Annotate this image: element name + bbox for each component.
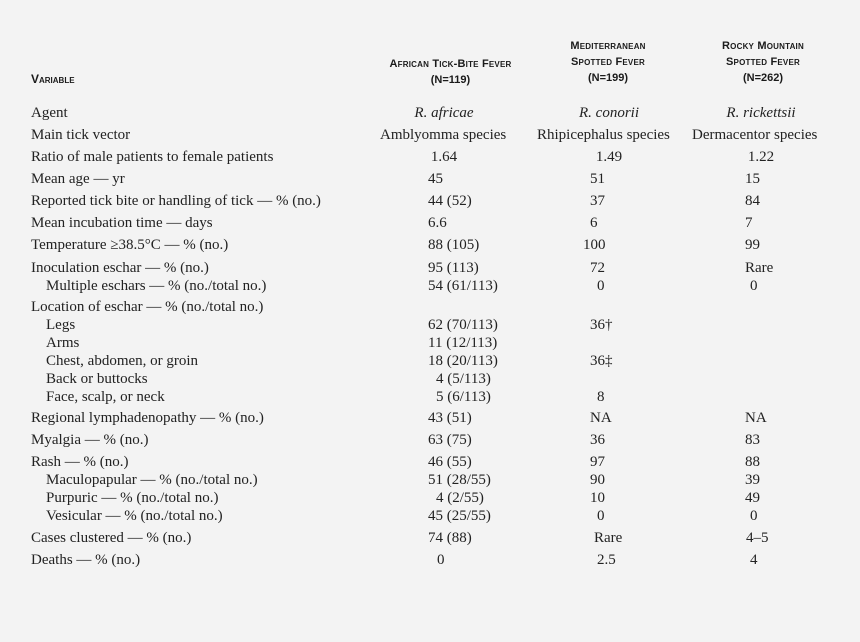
cell-col3: 1.22 xyxy=(747,149,775,165)
cell-col2: 100 xyxy=(583,237,606,253)
cell-col1: 4 (2/55) xyxy=(436,490,484,506)
table-row-cases-clustered xyxy=(0,529,860,547)
cell-col2: 36 xyxy=(590,432,605,448)
table-row-lymphadenopathy xyxy=(0,409,860,427)
row-label: Deaths — % (no.) xyxy=(31,552,141,568)
table-row-sex-ratio xyxy=(0,148,860,166)
cell-col3: 83 xyxy=(745,432,760,448)
cell-col3: R. rickettsii xyxy=(726,105,796,121)
cell-col1: 1.64 xyxy=(430,149,458,165)
cell-col1: 0 xyxy=(437,552,445,568)
row-label: Ratio of male patients to female patients xyxy=(31,149,274,165)
cell-col1: 44 (52) xyxy=(428,193,472,209)
cell-col3: Dermacentor species xyxy=(692,127,818,143)
cell-col2: 8 xyxy=(597,389,605,405)
table-row-legs xyxy=(0,316,860,334)
row-label: Face, scalp, or neck xyxy=(46,389,165,405)
table-row-face-scalp-neck xyxy=(0,388,860,406)
row-label: Chest, abdomen, or groin xyxy=(46,353,199,369)
cell-col3: 0 xyxy=(750,278,758,294)
row-label: Arms xyxy=(46,335,80,351)
cell-col2: Rare xyxy=(594,530,623,546)
header-mediterranean-spotted-fever xyxy=(528,38,688,86)
cell-col3: 15 xyxy=(745,171,760,187)
cell-col1: 18 (20/113) xyxy=(428,353,498,369)
cell-col1: 5 (6/113) xyxy=(436,389,491,405)
table-row-vesicular xyxy=(0,507,860,525)
cell-col2: 90 xyxy=(590,472,605,488)
cell-col3: Rare xyxy=(745,260,774,276)
cell-col1: 46 (55) xyxy=(428,454,472,470)
table-row-tick-bite xyxy=(0,192,860,210)
cell-col3: 0 xyxy=(750,508,758,524)
cell-col1: 45 (25/55) xyxy=(428,508,491,524)
cell-col1: 6.6 xyxy=(428,215,447,231)
cell-col2: 51 xyxy=(590,171,605,187)
header-col3-name-line2: Spotted Fever xyxy=(726,56,800,68)
cell-col3: 7 xyxy=(745,215,753,231)
row-label: Inoculation eschar — % (no.) xyxy=(31,260,209,276)
cell-col1: 45 xyxy=(428,171,443,187)
cell-col2: 36† xyxy=(590,317,613,333)
table-row-chest-abdomen-groin xyxy=(0,352,860,370)
cell-col1: 4 (5/113) xyxy=(436,371,491,387)
table-row-temperature xyxy=(0,236,860,254)
header-col1-name: African Tick-Bite Fever xyxy=(389,58,512,70)
row-label: Back or buttocks xyxy=(46,371,148,387)
row-label: Agent xyxy=(31,105,68,121)
cell-col2: 72 xyxy=(590,260,605,276)
cell-col3: NA xyxy=(745,410,767,426)
cell-col2: Rhipicephalus species xyxy=(537,127,670,143)
cell-col2: 37 xyxy=(590,193,605,209)
cell-col1: 95 (113) xyxy=(428,260,479,276)
row-label: Mean age — yr xyxy=(31,171,125,187)
table-row-inoculation-eschar xyxy=(0,259,860,277)
table-row-multiple-eschars xyxy=(0,277,860,295)
table-row-location-of-eschar xyxy=(0,298,860,316)
header-african-tick-bite-fever xyxy=(368,56,533,88)
cell-col3: 99 xyxy=(745,237,760,253)
row-label: Reported tick bite or handling of tick — % (no.) xyxy=(31,193,321,209)
cell-col2: 10 xyxy=(590,490,605,506)
header-col3-n: (N=262) xyxy=(742,72,784,84)
cell-col2: R. conorii xyxy=(579,105,639,121)
row-label: Purpuric — % (no./total no.) xyxy=(46,490,219,506)
cell-col1: 63 (75) xyxy=(428,432,472,448)
cell-col1: 43 (51) xyxy=(428,410,472,426)
cell-col2: 0 xyxy=(597,508,605,524)
row-label: Myalgia — % (no.) xyxy=(31,432,149,448)
row-label: Rash — % (no.) xyxy=(31,454,129,470)
table-row-mean-age xyxy=(0,170,860,188)
cell-col3: 39 xyxy=(745,472,760,488)
cell-col1: 54 (61/113) xyxy=(428,278,498,294)
row-label: Maculopapular — % (no./total no.) xyxy=(46,472,258,488)
cell-col3: 88 xyxy=(745,454,760,470)
cell-col1: 74 (88) xyxy=(428,530,472,546)
table-row-myalgia xyxy=(0,431,860,449)
cell-col3: 4 xyxy=(750,552,758,568)
row-label: Vesicular — % (no./total no.) xyxy=(46,508,223,524)
row-label: Multiple eschars — % (no./total no.) xyxy=(46,278,267,294)
cell-col2: NA xyxy=(590,410,612,426)
cell-col1: 88 (105) xyxy=(428,237,480,253)
cell-col3: 84 xyxy=(745,193,760,209)
row-label: Legs xyxy=(46,317,76,333)
cell-col1: 62 (70/113) xyxy=(428,317,498,333)
cell-col3: 4–5 xyxy=(746,530,769,546)
table-row-arms xyxy=(0,334,860,352)
header-col3-name-line1: Rocky Mountain xyxy=(722,40,804,52)
header-col2-n: (N=199) xyxy=(587,72,629,84)
cell-col2: 0 xyxy=(597,278,605,294)
table-row-maculopapular xyxy=(0,471,860,489)
table-row-deaths xyxy=(0,551,860,569)
cell-col3: 49 xyxy=(745,490,760,506)
row-label: Mean incubation time — days xyxy=(31,215,213,231)
row-label: Regional lymphadenopathy — % (no.) xyxy=(31,410,264,426)
table-row-agent xyxy=(0,104,860,122)
header-rocky-mountain-spotted-fever xyxy=(690,38,836,86)
header-col1-n: (N=119) xyxy=(430,74,471,86)
row-label: Main tick vector xyxy=(31,127,131,143)
cell-col1: 11 (12/113) xyxy=(428,335,498,351)
header-col2-name-line1: Mediterranean xyxy=(570,40,646,52)
cell-col2: 97 xyxy=(590,454,605,470)
cell-col1: R. africae xyxy=(414,105,474,121)
row-label: Cases clustered — % (no.) xyxy=(31,530,192,546)
row-label: Temperature ≥38.5°C — % (no.) xyxy=(31,237,229,253)
header-variable: Variable xyxy=(31,72,75,86)
table-row-incubation xyxy=(0,214,860,232)
table-row-main-tick-vector xyxy=(0,126,860,144)
cell-col1: 51 (28/55) xyxy=(428,472,491,488)
header-col2-name-line2: Spotted Fever xyxy=(571,56,645,68)
cell-col1: Amblyomma species xyxy=(380,127,507,143)
cell-col2: 1.49 xyxy=(595,149,623,165)
cell-col2: 6 xyxy=(590,215,598,231)
table-row-back-buttocks xyxy=(0,370,860,388)
table-row-purpuric xyxy=(0,489,860,507)
table-row-rash xyxy=(0,453,860,471)
cell-col2: 36‡ xyxy=(590,353,613,369)
row-label: Location of eschar — % (no./total no.) xyxy=(31,299,264,315)
cell-col2: 2.5 xyxy=(597,552,616,568)
